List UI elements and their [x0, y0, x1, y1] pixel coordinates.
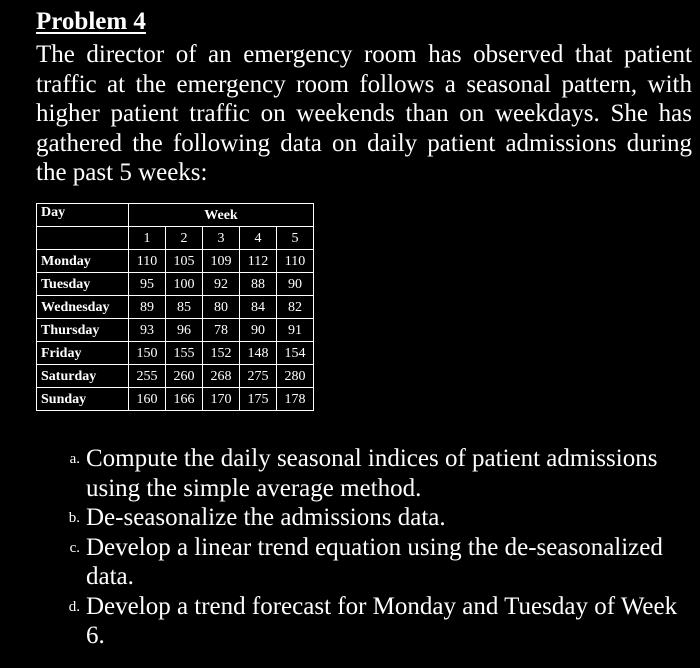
admissions-cell: 268 — [203, 365, 240, 388]
admissions-cell: 260 — [166, 365, 203, 388]
week-number: 2 — [166, 227, 203, 250]
admissions-cell: 88 — [240, 273, 277, 296]
admissions-cell: 100 — [166, 273, 203, 296]
admissions-cell: 148 — [240, 342, 277, 365]
blank-cell — [37, 227, 129, 250]
task-item — [58, 503, 692, 533]
admissions-cell: 170 — [203, 388, 240, 411]
task-text: Compute the daily seasonal indices of patient admissions using the simple average method. — [86, 445, 658, 502]
task-list — [58, 444, 692, 651]
problem-title: Problem 4 — [36, 8, 146, 35]
admissions-cell: 112 — [240, 250, 277, 273]
admissions-cell: 92 — [203, 273, 240, 296]
week-number: 5 — [277, 227, 314, 250]
day-label: Saturday — [37, 365, 129, 388]
admissions-cell: 85 — [166, 296, 203, 319]
admissions-cell: 150 — [129, 342, 166, 365]
task-text: De-seasonalize the admissions data. — [86, 504, 446, 531]
admissions-cell: 90 — [240, 319, 277, 342]
admissions-table — [36, 203, 314, 411]
table-row — [37, 250, 314, 273]
admissions-cell: 96 — [166, 319, 203, 342]
table-row — [37, 319, 314, 342]
table-row — [37, 365, 314, 388]
task-text: Develop a linear trend equation using the de-seasonalized data. — [86, 533, 663, 590]
problem-intro: The director of an emergency room has observed that patient traffic at the emergency room follows a seasonal pattern, with higher patient traffic on weekends than on weekdays. She has gathered the following data on daily patient admissions during the past 5 weeks: — [36, 41, 692, 186]
admissions-cell: 89 — [129, 296, 166, 319]
table-row — [37, 342, 314, 365]
admissions-cell: 255 — [129, 365, 166, 388]
admissions-cell: 275 — [240, 365, 277, 388]
admissions-cell: 152 — [203, 342, 240, 365]
day-label: Monday — [37, 250, 129, 273]
day-label: Wednesday — [37, 296, 129, 319]
admissions-cell: 105 — [166, 250, 203, 273]
admissions-cell: 166 — [166, 388, 203, 411]
day-column-header: Day — [37, 204, 129, 227]
task-marker: c. — [69, 539, 80, 556]
admissions-cell: 80 — [203, 296, 240, 319]
admissions-cell: 280 — [277, 365, 314, 388]
task-marker: d. — [68, 598, 80, 615]
day-label: Sunday — [37, 388, 129, 411]
admissions-cell: 91 — [277, 319, 314, 342]
task-marker: a. — [69, 451, 80, 467]
admissions-cell: 78 — [203, 319, 240, 342]
week-number: 4 — [240, 227, 277, 250]
admissions-cell: 110 — [277, 250, 314, 273]
table-row — [37, 388, 314, 411]
task-item — [58, 533, 692, 592]
table-row — [37, 296, 314, 319]
week-number: 1 — [129, 227, 166, 250]
task-item — [58, 444, 692, 503]
week-column-header: Week — [129, 204, 314, 227]
admissions-cell: 154 — [277, 342, 314, 365]
task-text: Develop a trend forecast for Monday and Tuesday of Week 6. — [86, 592, 678, 649]
admissions-cell: 84 — [240, 296, 277, 319]
table-header-row — [37, 204, 314, 227]
table-row — [37, 273, 314, 296]
day-label: Thursday — [37, 319, 129, 342]
admissions-cell: 93 — [129, 319, 166, 342]
admissions-cell: 90 — [277, 273, 314, 296]
admissions-cell: 82 — [277, 296, 314, 319]
admissions-cell: 95 — [129, 273, 166, 296]
admissions-cell: 110 — [129, 250, 166, 273]
day-label: Friday — [37, 342, 129, 365]
task-marker: b. — [68, 510, 80, 526]
admissions-cell: 160 — [129, 388, 166, 411]
admissions-cell: 178 — [277, 388, 314, 411]
week-number: 3 — [203, 227, 240, 250]
week-number-row — [37, 227, 314, 250]
admissions-cell: 155 — [166, 342, 203, 365]
admissions-cell: 175 — [240, 388, 277, 411]
admissions-cell: 109 — [203, 250, 240, 273]
day-label: Tuesday — [37, 273, 129, 296]
task-item — [58, 592, 692, 651]
